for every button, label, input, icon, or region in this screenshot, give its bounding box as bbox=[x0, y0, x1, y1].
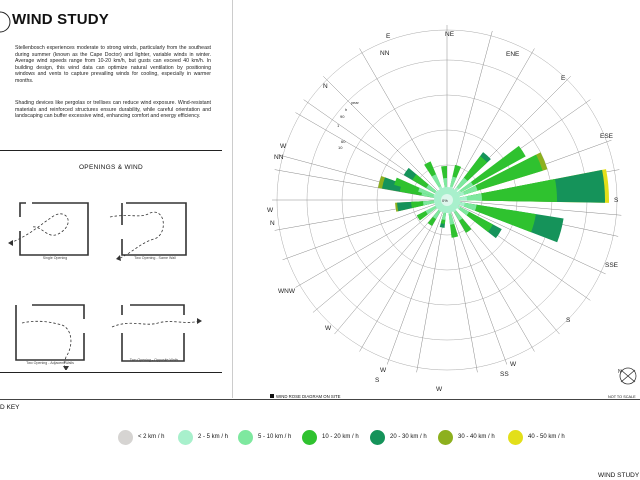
legend-item bbox=[370, 428, 427, 446]
grid-spoke bbox=[313, 200, 447, 312]
direction-label: W bbox=[325, 325, 332, 332]
openings-title: OPENINGS & WIND bbox=[78, 164, 144, 171]
caption-adjacent-walls: Two Opening - Adjacent Walls bbox=[26, 361, 74, 365]
direction-label: S bbox=[614, 197, 619, 204]
ring-label: 1 bbox=[337, 123, 340, 128]
intro-paragraph: Stellenbosch experiences moderate to strong winds, particularly from the southeast during summer (known as the Cape Doctor) and lighter, variable winds in winter. Average wind speeds range from 10-20 km/h, but gusts can exceed 40 km/h. In building design, this wind data can optimize natural ventilation by positioning windows and vents to capture prevailing winds for cooling, especially in warmer months. bbox=[15, 45, 211, 84]
direction-label: W bbox=[380, 367, 387, 374]
direction-label: NN bbox=[380, 50, 390, 57]
direction-label: WNW bbox=[278, 288, 295, 295]
direction-label: W bbox=[510, 361, 517, 368]
legend-label: 30 - 40 km / h bbox=[458, 434, 495, 440]
caption-single-opening: Single Opening bbox=[42, 256, 68, 260]
legend-item bbox=[118, 428, 165, 446]
direction-label: S bbox=[566, 317, 571, 324]
key-title: D KEY bbox=[0, 404, 20, 411]
direction-label: N bbox=[323, 83, 328, 90]
legend-swatch bbox=[238, 430, 253, 445]
not-to-scale-label: NOT TO SCALE bbox=[608, 395, 636, 399]
footer-title: WIND STUDY bbox=[598, 472, 640, 479]
legend-swatch bbox=[438, 430, 453, 445]
ring-label: 60 bbox=[341, 139, 346, 144]
legend-item bbox=[508, 428, 565, 446]
legend-label: 40 - 50 km / h bbox=[528, 434, 565, 440]
caption-opposite-walls: Two Opening - Opposite Walls bbox=[129, 358, 179, 362]
direction-label: E bbox=[561, 75, 566, 82]
direction-label: SS bbox=[500, 371, 509, 378]
direction-label: N bbox=[270, 220, 275, 227]
legend-item bbox=[238, 428, 291, 446]
direction-label: NE bbox=[445, 31, 455, 38]
caption-square-icon bbox=[270, 394, 274, 398]
direction-label: S bbox=[375, 377, 380, 384]
direction-label: E bbox=[386, 33, 391, 40]
direction-label: W bbox=[436, 386, 443, 393]
center-percent-label: 0% bbox=[442, 198, 448, 203]
legend-item bbox=[178, 428, 228, 446]
legend-swatch bbox=[118, 430, 133, 445]
direction-label: W bbox=[280, 143, 287, 150]
caption-same-wall: Two Opening - Same Wall bbox=[134, 256, 176, 260]
direction-label: SSE bbox=[605, 262, 619, 269]
legend-swatch bbox=[302, 430, 317, 445]
legend-swatch bbox=[508, 430, 523, 445]
legend-label: < 2 km / h bbox=[138, 434, 165, 440]
legend-item bbox=[438, 428, 495, 446]
ring-label: 10 bbox=[338, 145, 343, 150]
legend-item bbox=[302, 428, 359, 446]
legend-swatch bbox=[178, 430, 193, 445]
legend-label: 5 - 10 km / h bbox=[258, 434, 292, 440]
legend-label: 20 - 30 km / h bbox=[390, 434, 427, 440]
ring-label: h bbox=[345, 107, 348, 112]
shading-paragraph: Shading devices like pergolas or trellises can reduce wind exposure. Wind-resistant materials and reinforced structures ensure durability, while careful orientation and landscaping can buffer excessive wind, enhancing comfort and energy efficiency. bbox=[15, 100, 211, 120]
direction-label: ENE bbox=[506, 51, 520, 58]
ring-label: year bbox=[351, 100, 359, 105]
page-title: WIND STUDY bbox=[12, 11, 109, 28]
legend-label: 2 - 5 km / h bbox=[198, 434, 229, 440]
north-label: N bbox=[618, 369, 622, 375]
wind-rose-caption: WIND ROSE DIAGRAM ON SITE bbox=[270, 394, 340, 399]
ring-label: 90 bbox=[340, 114, 345, 119]
legend-swatch bbox=[370, 430, 385, 445]
north-arrow-icon bbox=[616, 364, 640, 388]
grid-spoke bbox=[447, 48, 535, 200]
legend-label: 10 - 20 km / h bbox=[322, 434, 359, 440]
key-divider bbox=[0, 399, 640, 400]
direction-label: ESE bbox=[600, 133, 614, 140]
direction-label: W bbox=[267, 207, 274, 214]
direction-label: NN bbox=[274, 154, 284, 161]
